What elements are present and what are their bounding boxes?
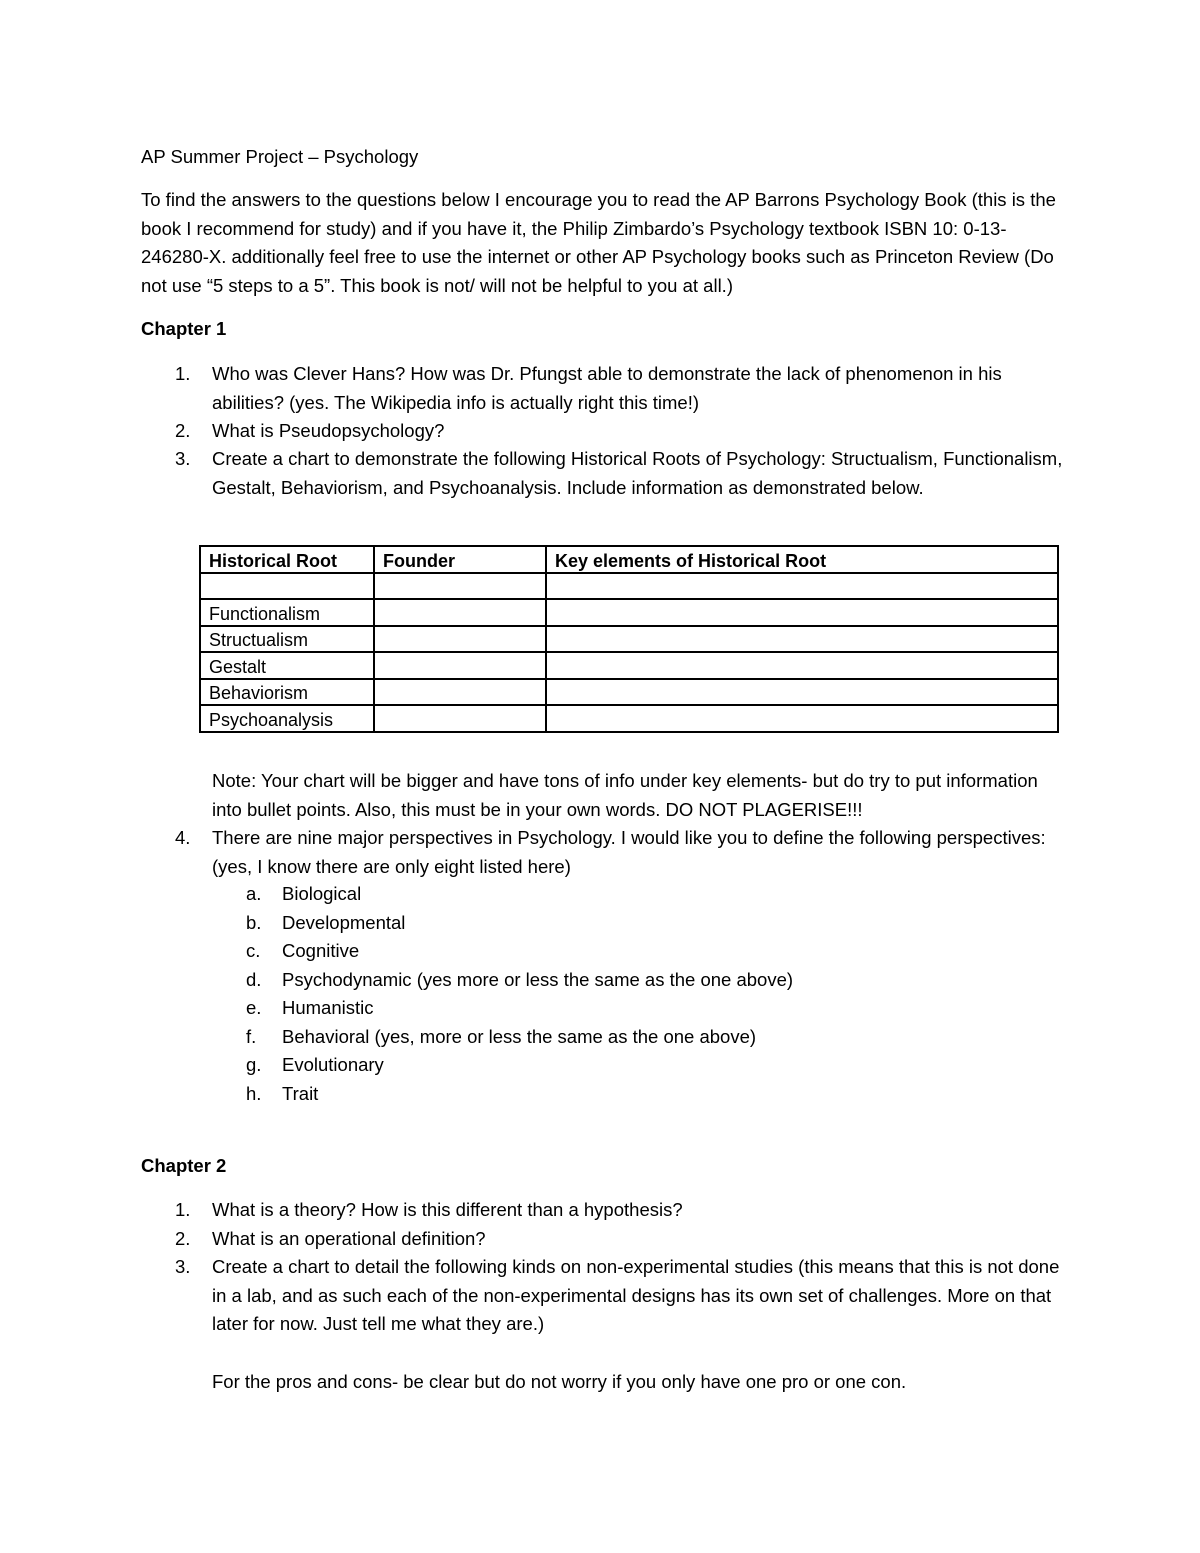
perspective-text: Cognitive <box>282 940 360 961</box>
ch2-question-2 <box>141 1225 1071 1254</box>
perspective-letter: d. <box>246 968 262 990</box>
ch2-q1-text: What is a theory? How is this different than a hypothesis? <box>212 1199 683 1220</box>
intro-paragraph: To find the answers to the questions below I encourage you to read the AP Barrons Psychology Book (this is the book I recommend for study) and if you have it, the Philip Zimbardo’s Psychology textbook ISBN 10: 0-13-246280-X. additionally feel free to use the internet or other AP Psychology books such as Princeton Review (Do not use “5 steps to a 5”. This book is not/ will not be helpful to you at all.) <box>141 189 1056 296</box>
perspective-item <box>212 909 405 938</box>
ch1-q4-text: There are nine major perspectives in Psychology. I would like you to define the following perspectives: (yes, I know there are only eight listed here) <box>212 827 1046 877</box>
ch2-question-3 <box>141 1253 1071 1339</box>
perspective-text: Biological <box>282 883 362 904</box>
table-row <box>200 626 1058 653</box>
row-root-cell <box>200 573 374 600</box>
ch1-q2-number: 2. <box>175 420 191 441</box>
header-key-elements: Key elements of Historical Root <box>546 546 1058 573</box>
perspective-text: Behavioral (yes, more or less the same as the one above) <box>282 1025 757 1047</box>
ch1-question-4 <box>141 824 1071 881</box>
ch2-q2-text: What is an operational definition? <box>212 1228 486 1249</box>
perspective-text: Trait <box>282 1082 319 1104</box>
pros-cons-note: For the pros and cons- be clear but do not worry if you only have one pro or one con. <box>212 1371 907 1392</box>
ch1-q1-number: 1. <box>175 363 191 384</box>
ch2-q3-number: 3. <box>175 1256 191 1277</box>
row-key-elements-cell <box>546 705 1058 732</box>
table-header-row <box>200 546 1058 573</box>
row-root-cell: Behaviorism <box>200 679 374 706</box>
ch1-q3-text: Create a chart to demonstrate the following Historical Roots of Psychology: Structualism, Functionalism, Gestalt, Behaviorism, and Psychoanalysis. Include information as demonstrated below. <box>212 448 1063 498</box>
table-row <box>200 573 1058 600</box>
perspective-item <box>212 1051 384 1080</box>
ch1-question-3 <box>141 445 1071 502</box>
header-historical-root: Historical Root <box>200 546 374 573</box>
perspective-text: Evolutionary <box>282 1054 384 1075</box>
ch2-q1-number: 1. <box>175 1199 191 1220</box>
row-founder-cell <box>374 573 546 600</box>
row-key-elements-cell <box>546 679 1058 706</box>
ch1-question-2 <box>141 417 1071 446</box>
document-title: AP Summer Project – Psychology <box>141 146 419 167</box>
row-root-cell: Gestalt <box>200 652 374 679</box>
row-founder-cell <box>374 679 546 706</box>
perspective-letter: h. <box>246 1082 262 1104</box>
chapter-1-heading: Chapter 1 <box>141 318 227 339</box>
historical-roots-table <box>199 545 1059 733</box>
row-founder-cell <box>374 626 546 653</box>
perspective-letter: f. <box>246 1025 257 1047</box>
perspective-text: Psychodynamic (yes more or less the same as the one above) <box>282 968 794 990</box>
ch1-q4-number: 4. <box>175 827 191 848</box>
perspective-item <box>212 1023 756 1052</box>
perspective-item <box>212 966 793 995</box>
row-root-cell: Psychoanalysis <box>200 705 374 732</box>
row-root-cell: Functionalism <box>200 599 374 626</box>
ch1-q2-text: What is Pseudopsychology? <box>212 420 445 441</box>
table-row <box>200 652 1058 679</box>
header-founder: Founder <box>374 546 546 573</box>
perspective-item <box>212 880 361 909</box>
table-row <box>200 679 1058 706</box>
row-key-elements-cell <box>546 573 1058 600</box>
perspective-letter: b. <box>246 911 262 933</box>
ch2-q3-text: Create a chart to detail the following kinds on non-experimental studies (this means that this is not done in a lab, and as such each of the non-experimental designs has its own set of challenges. More on that later for now. Just tell me what they are.) <box>212 1256 1060 1334</box>
perspective-letter: g. <box>246 1054 262 1075</box>
ch1-q3-number: 3. <box>175 448 191 469</box>
row-founder-cell <box>374 599 546 626</box>
ch2-q2-number: 2. <box>175 1228 191 1249</box>
table-row <box>200 705 1058 732</box>
row-founder-cell <box>374 705 546 732</box>
row-key-elements-cell <box>546 652 1058 679</box>
perspective-item <box>212 994 374 1023</box>
perspective-text: Developmental <box>282 911 406 933</box>
row-key-elements-cell <box>546 599 1058 626</box>
ch1-q1-text: Who was Clever Hans? How was Dr. Pfungst able to demonstrate the lack of phenomenon in his abilities? (yes. The Wikipedia info is actually right this time!) <box>212 363 1002 413</box>
ch1-question-1 <box>141 360 1071 417</box>
row-founder-cell <box>374 652 546 679</box>
perspective-item <box>212 1080 318 1109</box>
ch2-question-1 <box>141 1196 1071 1225</box>
perspective-letter: e. <box>246 997 262 1018</box>
chart-note: Note: Your chart will be bigger and have tons of info under key elements- but do try to put information into bullet points. Also, this must be in your own words. DO NOT PLAGERISE!!! <box>212 770 1038 820</box>
chapter-2-heading: Chapter 2 <box>141 1155 227 1176</box>
perspective-letter: c. <box>246 940 261 961</box>
row-key-elements-cell <box>546 626 1058 653</box>
perspective-item <box>212 937 359 966</box>
row-root-cell: Structualism <box>200 626 374 653</box>
perspective-text: Humanistic <box>282 997 374 1018</box>
table-row <box>200 599 1058 626</box>
perspective-letter: a. <box>246 883 262 904</box>
